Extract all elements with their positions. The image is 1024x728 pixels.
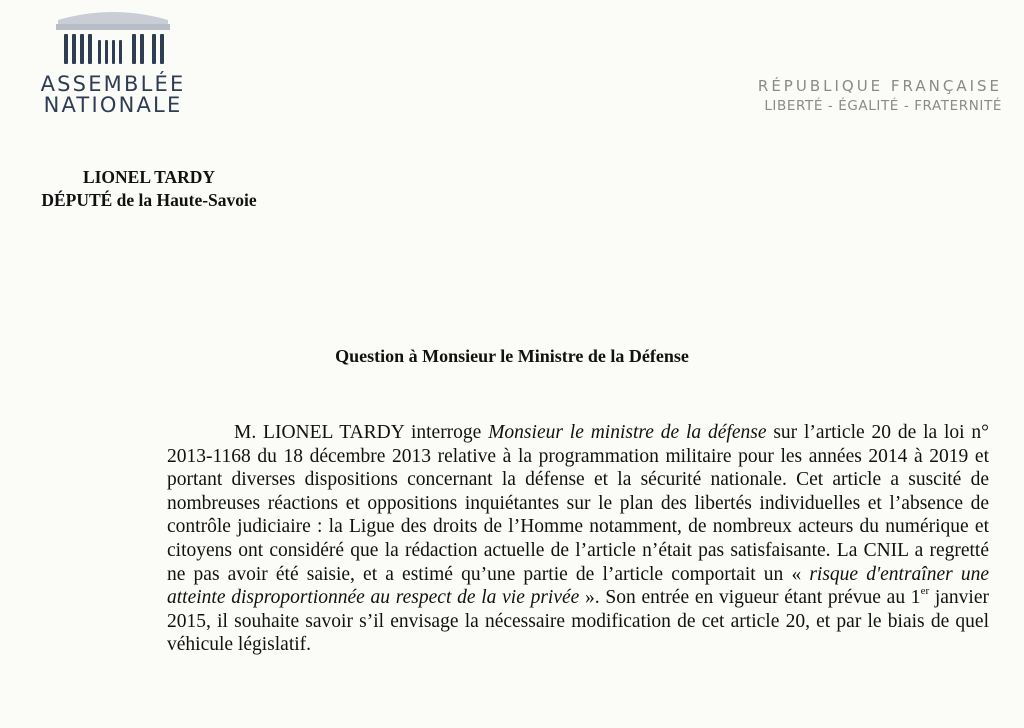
republique-francaise-header: [758, 77, 1002, 116]
body-segment-3: sur l’article 20 de la loi n° 2013-1168 du 18 décembre 2013 relative à la programmation militaire pour les années 2014 à 2019 et portant diverses dispositions concernant la défense et la sécurité nationale. Cet article a suscité de nombreuses réactions et oppositions inquiétantes sur le plan des libertés individuelles et l’absence de contrôle judiciaire : la Ligue des droits de l’Homme notamment, de nombreux acteurs du numérique et citoyens ont considéré que la rédaction actuelle de l’article n’était pas satisfaisante. La CNIL a regretté ne pas avoir été saisie, et a estimé qu’une partie de l’article comportait un «: [167, 422, 989, 585]
body-segment-1: M. LIONEL TARDY interroge: [234, 422, 489, 443]
author-block: [18, 166, 280, 212]
republique-title: RÉPUBLIQUE FRANÇAISE: [757, 77, 1002, 95]
body-segment-5: ». Son entrée en vigueur étant prévue au 1: [579, 587, 921, 609]
logo-line-2: NATIONALE: [43, 93, 183, 117]
author-role: DÉPUTÉ de la Haute-Savoie: [41, 190, 257, 210]
logo-wordmark: [38, 74, 188, 116]
question-body: [167, 421, 989, 657]
body-minister: Monsieur le ministre de la défense: [488, 422, 767, 443]
body-cnil-quote: risque d'entraîner une atteinte disproportionnée au respect de la vie privée: [167, 563, 989, 609]
body-segment-7: janvier 2015, il souhaite savoir s’il envisage la nécessaire modification de cet article 20, et par le biais de quel véhicule législatif.: [167, 587, 989, 656]
assemblee-nationale-logo: [38, 0, 188, 125]
body-superscript: er: [920, 585, 930, 598]
document-title: Question à Monsieur le Ministre de la Défense: [335, 346, 689, 366]
author-name: LIONEL TARDY: [82, 167, 216, 187]
logo-line-1: ASSEMBLÉE: [40, 72, 186, 96]
republique-motto: LIBERTÉ - ÉGALITÉ - FRATERNITÉ: [764, 98, 1002, 114]
assemblee-nationale-building-icon: [52, 0, 174, 70]
